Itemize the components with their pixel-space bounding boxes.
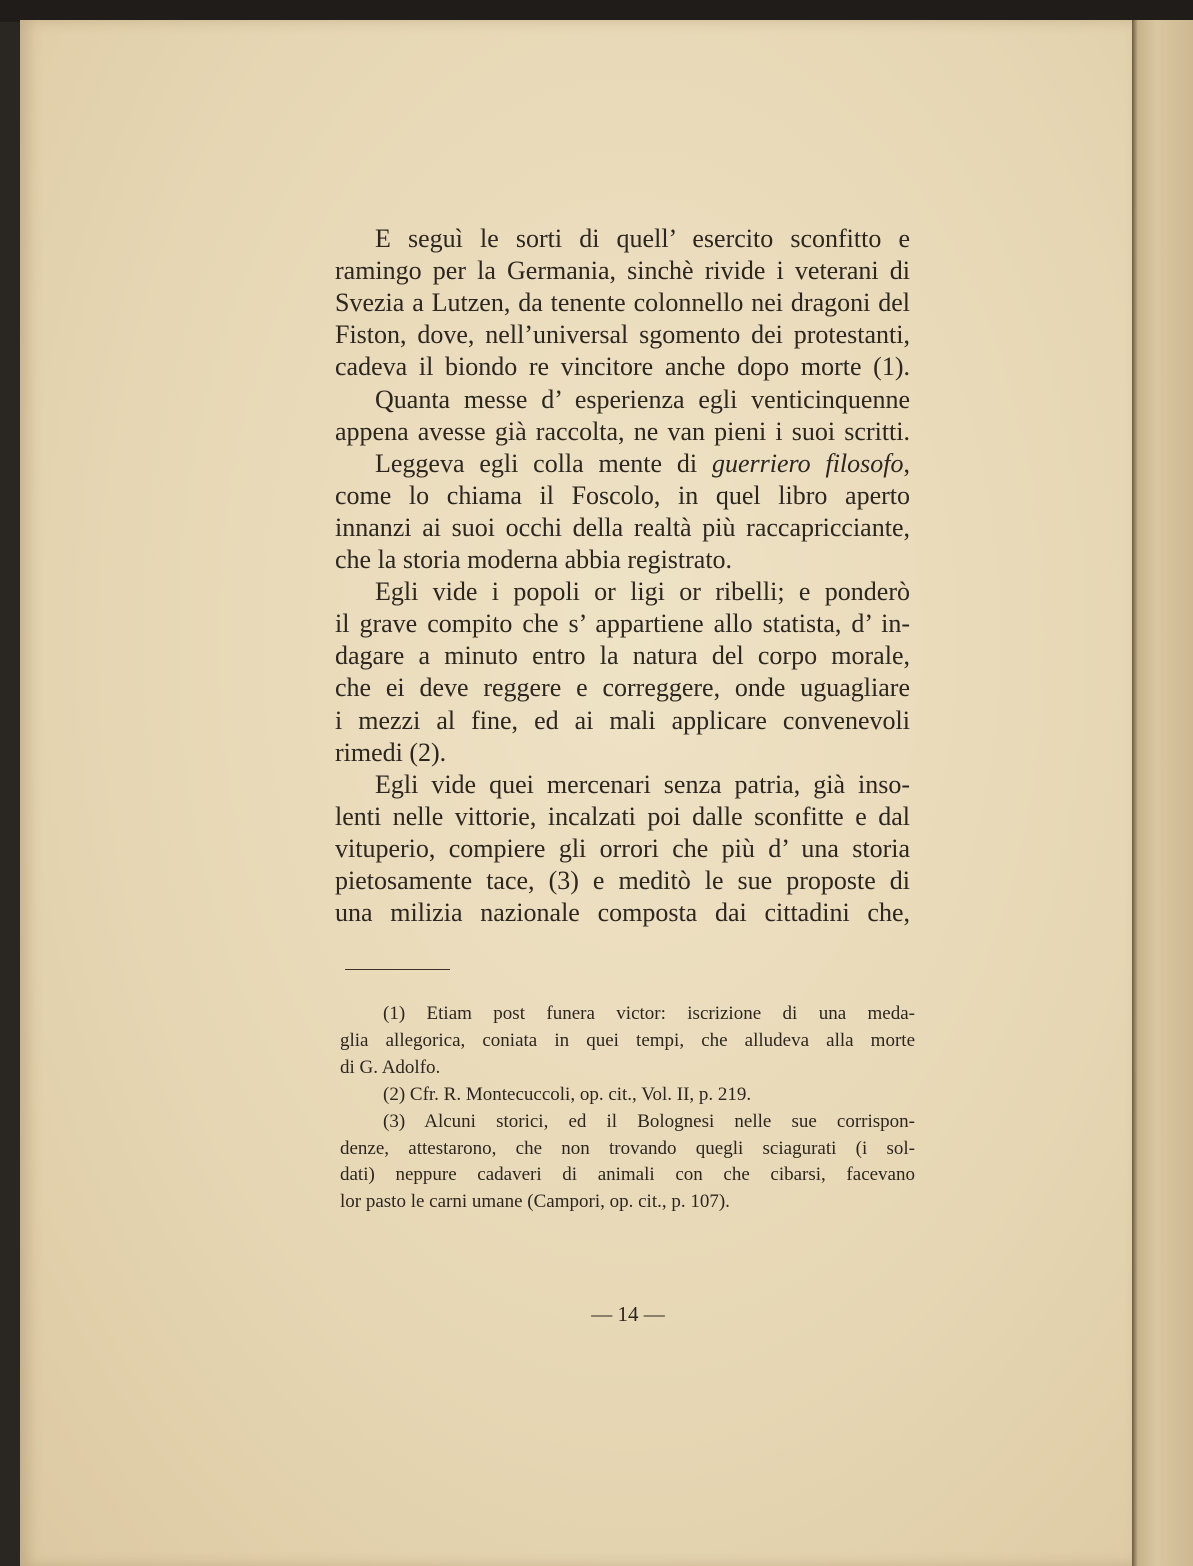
body-line: Svezia a Lutzen, da tenente colonnello nei dragoni del [335,288,910,318]
footnote-line: di G. Adolfo. [340,1056,441,1078]
body-line: appena avesse già raccolta, ne van pieni i suoi scritti. [335,416,910,446]
body-line [375,448,910,480]
footnote-line: dati) neppure cadaveri di animali con che cibarsi, facevano [340,1164,915,1186]
body-line: Quanta messe d’ esperienza egli venticinquenne [375,384,910,414]
body-line: Fiston, dove, nell’universal sgomento dei protestanti, [335,320,910,350]
body-line: cadeva il biondo re vincitore anche dopo morte (1). [335,352,910,382]
footnote-line: glia allegorica, coniata in quei tempi, che alludeva alla morte [340,1029,915,1051]
body-line: una milizia nazionale composta dai cittadini che, [335,898,910,928]
footnote-line: (3) Alcuni storici, ed il Bolognesi nelle sue corrispon- [383,1110,915,1132]
body-line: pietosamente tace, (3) e meditò le sue proposte di [335,866,910,895]
footnote-separator [345,969,450,970]
body-line: il grave compito che s’ appartiene allo statista, d’ in- [335,609,910,639]
text-segment: , [903,448,910,478]
body-line: vituperio, compiere gli orrori che più d’ una storia [335,833,910,863]
text-segment: Leggeva egli colla mente di [375,448,712,478]
body-line: che ei deve reggere e correggere, onde uguagliare [335,673,910,703]
body-line: dagare a minuto entro la natura del corpo morale, [335,641,910,671]
footnote-line: lor pasto le carni umane (Campori, op. cit., p. 107). [340,1191,730,1213]
page-number: — 14 — [591,1302,665,1326]
body-line: i mezzi al fine, ed ai mali applicare convenevoli [335,705,910,735]
footnote-line: (1) Etiam post funera victor: iscrizione di una meda- [383,1003,915,1024]
footnote-line: denze, attestarono, che non trovando quegli sciagurati (i sol- [340,1137,915,1159]
body-line: innanzi ai suoi occhi della realtà più raccapricciante, [335,512,910,542]
body-line: rimedi (2). [335,737,447,767]
body-line: come lo chiama il Foscolo, in quel libro aperto [335,480,910,510]
scan-top-border [0,0,1193,22]
body-line: Egli vide i popoli or ligi or ribelli; e ponderò [375,577,910,607]
body-line: che la storia moderna abbia registrato. [335,545,733,574]
body-line: E seguì le sorti di quell’ esercito sconfitto e [375,224,910,253]
italic-phrase: guerriero filosofo [711,448,904,478]
body-line: ramingo per la Germania, sinchè rivide i veterani di [335,256,910,286]
body-line: lenti nelle vittorie, incalzati poi dalle sconfitte e dal [335,801,910,831]
body-line: Egli vide quei mercenari senza patria, già inso- [375,769,910,799]
adjacent-page-edge [1132,20,1193,1566]
footnote-line: (2) Cfr. R. Montecuccoli, op. cit., Vol. II, p. 219. [383,1083,752,1105]
